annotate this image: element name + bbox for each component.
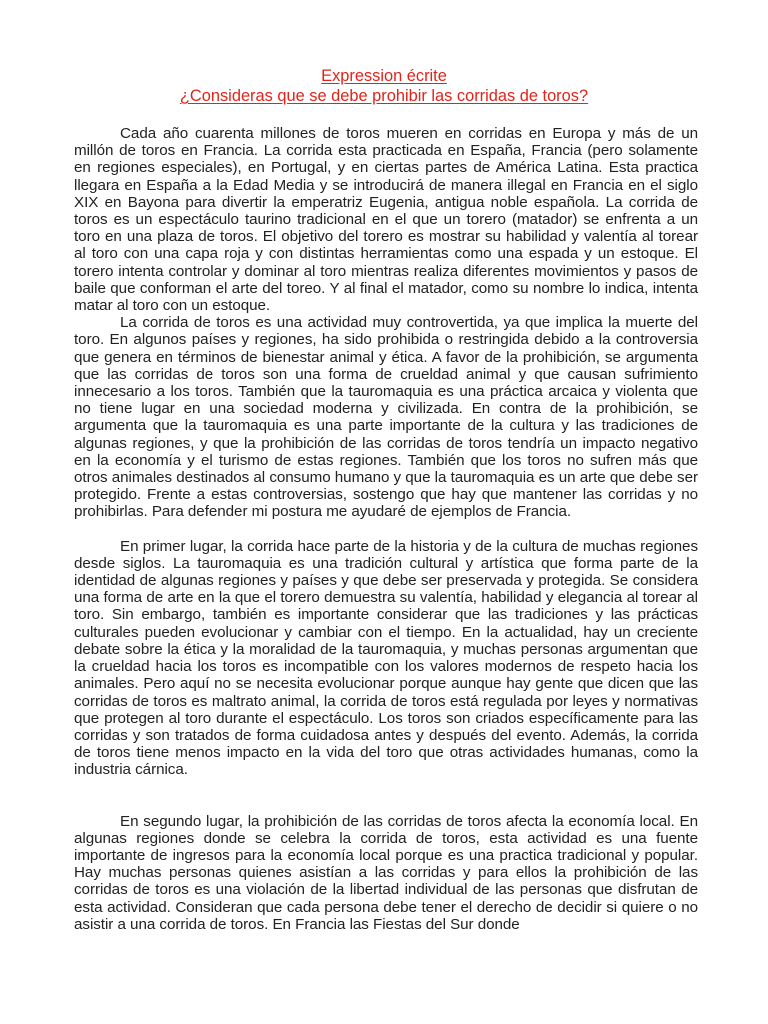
document-body — [74, 125, 698, 933]
document-title: Expression écrite — [321, 67, 447, 85]
paragraph-first-argument: En primer lugar, la corrida hace parte de la historia y de la cultura de muchas regiones desde siglos. La tauromaquia es una tradición cultural y artística que forma parte de la identidad de algunas regiones y países y que debe ser preservada y protegida. Se considera una forma de arte en la que el torero demuestra su valentía, habilidad y elegancia al torear al toro. Sin embargo, también es importante considerar que las tradiciones y las prácticas culturales pueden evolucionar y cambiar con el tiempo. En la actualidad, hay un creciente debate sobre la ética y la moralidad de la tauromaquia, y muchas personas argumentan que la crueldad hacia los toros es incompatible con los valores modernos de respeto hacia los animales. Pero aquí no se necesita evolucionar porque aunque hay gente que dicen que las corridas de toros es maltrato animal, la corrida de toros está regulada por leyes y normativas que protegen al toro durante el espectáculo. Los toros son criados específicamente para las corridas y son tratados de forma cuidadosa antes y después del evento. Además, la corrida de toros tiene menos impacto en la vida del toro que otras actividades humanas, como la industria cárnica. — [74, 537, 698, 779]
paragraph-introduction: Cada año cuarenta millones de toros mueren en corridas en Europa y más de un millón de toros en Francia. La corrida esta practicada en España, Francia (pero solamente en regiones especiales), en Portugal, y en ciertas partes de América Latina. Esta practica llegara en España a la Edad Media y se introducirá de manera illegal en Francia en el siglo XIX en Bayona para divertir la emperatriz Eugenia, antigua noble española. La corrida de toros es un espectáculo taurino tradicional en el que un torero (matador) se enfrenta a un toro en una plaza de toros. El objetivo del torero es mostrar su habilidad y valentía al torear al toro con una capa roja y con distintas herramientas como una espada y un estoque. El torero intenta controlar y dominar al toro mientras realiza diferentes movimientos y pasos de baile que conforman el arte del toreo. Y al final el matador, como su nombre lo indica, intenta matar al toro con un estoque. — [74, 125, 698, 315]
paragraph-controversy: La corrida de toros es una actividad muy controvertida, ya que implica la muerte del toro. En algunos países y regiones, ha sido prohibida o restringida debido a la controversia que genera en términos de bienestar animal y ética. A favor de la prohibición, se argumenta que las corridas de toros son una forma de crueldad animal y que causan sufrimiento innecesario a los toros. También que la tauromaquia es una práctica arcaica y violenta que no tiene lugar en una sociedad moderna y civilizada. En contra de la prohibición, se argumenta que la tauromaquia es una parte importante de la cultura y las tradiciones de algunas regiones, y que la prohibición de las corridas de toros tendría un impacto negativo en la economía y el turismo de estas regiones. También que los toros no sufren más que otros animales destinados al consumo humano y que la tauromaquia es un arte que debe ser protegido. Frente a estas controversias, sostengo que hay que mantener las corridas y no prohibirlas. Para defender mi postura me ayudaré de ejemplos de Francia. — [74, 314, 698, 521]
document-header — [0, 66, 768, 106]
document-question: ¿Consideras que se debe prohibir las corridas de toros? — [179, 87, 589, 105]
paragraph-second-argument: En segundo lugar, la prohibición de las corridas de toros afecta la economía local. En algunas regiones donde se celebra la corrida de toros, esta actividad es una fuente importante de ingresos para la economía local porque es una practica tradicional y popular. Hay muchas personas quienes asistían a las corridas y para ellos la prohibición de las corridas de toros es una violación de la libertad individual de las personas que disfrutan de esta actividad. Consideran que cada persona debe tener el derecho de decidir si quiere o no asistir a una corrida de toros. En Francia las Fiestas del Sur donde — [74, 812, 698, 933]
